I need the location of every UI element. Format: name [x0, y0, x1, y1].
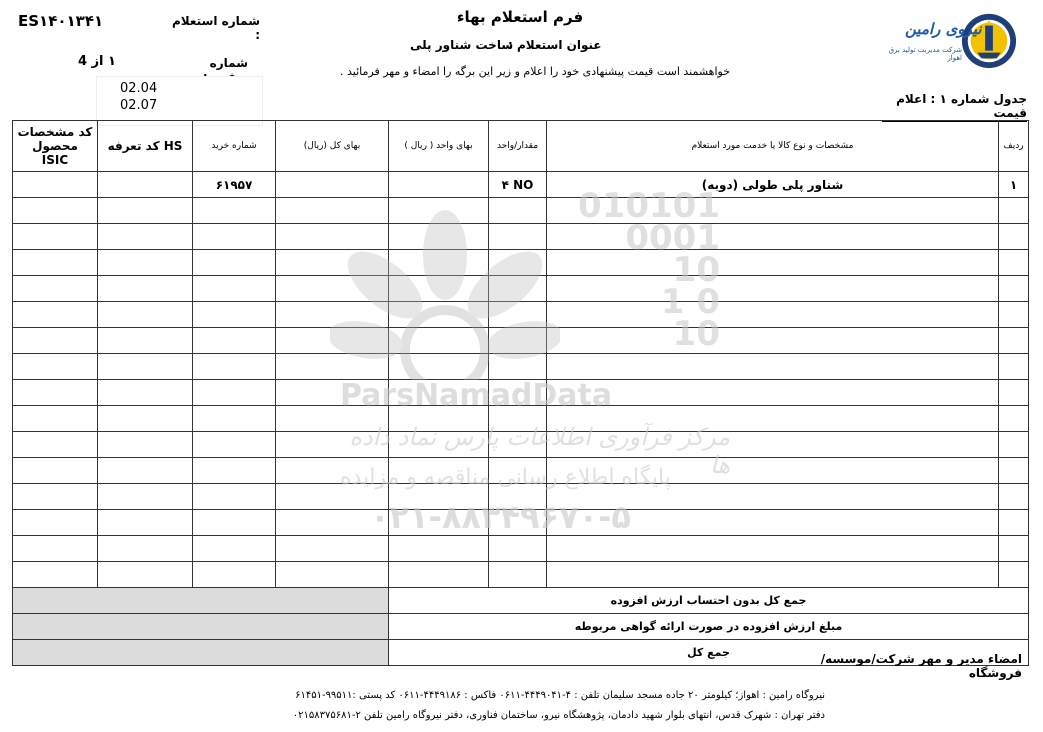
table-cell	[276, 510, 389, 536]
table-cell	[98, 484, 193, 510]
table-cell	[547, 250, 999, 276]
summary-row-vat	[13, 614, 1029, 640]
table-row	[13, 484, 1029, 510]
signature-label: امضاء مدیر و مهر شرکت/موسسه/فروشگاه	[820, 652, 1022, 680]
header-description: مشخصات و نوع کالا یا خدمت مورد استعلام	[547, 121, 999, 172]
logo-subtitle: شرکت مدیریت تولید برق اهواز	[888, 46, 962, 62]
header-purchase-number: شماره خرید	[193, 121, 276, 172]
table-cell	[489, 510, 547, 536]
table-cell	[13, 432, 98, 458]
table-cell	[276, 328, 389, 354]
table-cell	[489, 328, 547, 354]
table-cell	[193, 562, 276, 588]
table-cell	[276, 484, 389, 510]
table-cell	[98, 302, 193, 328]
watermark-digit-line: 10	[672, 250, 720, 290]
table-cell	[547, 198, 999, 224]
table-row	[13, 458, 1029, 484]
form-title: فرم استعلام بهاء	[456, 8, 584, 26]
table-cell	[193, 224, 276, 250]
cell-row-number: ۱	[999, 172, 1029, 198]
table-row	[13, 354, 1029, 380]
watermark-line-2: پایگاه اطلاع رسانی مناقصه و مزایده	[340, 465, 671, 490]
table-cell	[276, 536, 389, 562]
inquiry-number-value: ES۱۴۰۱۳۴۱	[18, 12, 104, 30]
table-row	[13, 406, 1029, 432]
watermark-digit-line: 010101	[578, 186, 720, 226]
table-row	[13, 172, 1029, 198]
table-cell	[98, 250, 193, 276]
table-cell	[193, 276, 276, 302]
watermark-digit-line: 10	[672, 314, 720, 354]
table-cell	[13, 406, 98, 432]
table-cell	[276, 276, 389, 302]
table-row	[13, 302, 1029, 328]
table-cell	[489, 198, 547, 224]
header-isic-code: کد مشخصات محصول ISIC	[13, 121, 98, 172]
table-cell	[276, 224, 389, 250]
total-label: جمع کل	[389, 640, 1029, 666]
table-row	[13, 276, 1029, 302]
table-cell	[13, 198, 98, 224]
table-cell	[276, 380, 389, 406]
table-cell	[276, 562, 389, 588]
watermark-line-1: مرکز فرآوری اطلاعات پارس نماد داده ها	[349, 423, 730, 479]
table-cell	[389, 198, 489, 224]
table-cell	[999, 302, 1029, 328]
vat-label: مبلغ ارزش افزوده در صورت ارائه گواهی مربوطه	[389, 614, 1029, 640]
table-cell	[276, 250, 389, 276]
table-cell	[193, 406, 276, 432]
table-cell	[489, 458, 547, 484]
table-cell	[98, 276, 193, 302]
watermark-digit-line: 0001	[625, 218, 720, 258]
table-cell	[13, 484, 98, 510]
table-row	[13, 432, 1029, 458]
table-cell	[999, 562, 1029, 588]
table-cell	[98, 406, 193, 432]
table-cell	[13, 380, 98, 406]
cell-total-price	[276, 172, 389, 198]
table-cell	[13, 354, 98, 380]
table-cell	[489, 432, 547, 458]
cell-description: شناور پلی طولی (دوبه)	[547, 172, 999, 198]
watermark-latin: ParsNamadData	[340, 378, 613, 413]
table-cell	[999, 510, 1029, 536]
table-cell	[193, 536, 276, 562]
table-cell	[389, 484, 489, 510]
cell-unit-price	[389, 172, 489, 198]
table-cell	[389, 406, 489, 432]
table-cell	[547, 432, 999, 458]
table-cell	[13, 536, 98, 562]
table-cell	[999, 224, 1029, 250]
table-cell	[489, 354, 547, 380]
table-cell	[193, 432, 276, 458]
table-cell	[547, 406, 999, 432]
table-cell	[999, 354, 1029, 380]
table-cell	[389, 276, 489, 302]
table-cell	[489, 250, 547, 276]
address-line-2: دفتر تهران : شهرک قدس، انتهای بلوار شهید دادمان، پژوهشگاه نیرو، ساختمان فناوری، دفتر نیروگاه رامین تلفن ۲-۰۲۱۵۸۳۷۵۶۸۱	[292, 710, 825, 721]
table-cell	[276, 432, 389, 458]
cell-quantity: ۴ NO	[489, 172, 547, 198]
table-cell	[389, 536, 489, 562]
subject-label: عنوان استعلام :	[508, 38, 602, 52]
table-cell	[98, 562, 193, 588]
table-cell	[547, 276, 999, 302]
table-row	[13, 250, 1029, 276]
table-cell	[389, 224, 489, 250]
table-cell	[547, 562, 999, 588]
table-row	[13, 380, 1029, 406]
table-cell	[98, 510, 193, 536]
table-cell	[999, 406, 1029, 432]
table-row	[13, 224, 1029, 250]
table-cell	[999, 458, 1029, 484]
table-cell	[98, 354, 193, 380]
table-cell	[276, 302, 389, 328]
table-cell	[13, 562, 98, 588]
table-cell	[999, 250, 1029, 276]
table-caption: جدول شماره ۱ : اعلام قیمت	[882, 92, 1027, 122]
cell-hs-code	[98, 172, 193, 198]
table-cell	[98, 536, 193, 562]
logo-name: نیروی رامین	[905, 20, 982, 38]
table-cell	[193, 354, 276, 380]
table-cell	[276, 458, 389, 484]
subtotal-label: جمع کل بدون احتساب ارزش افزوده	[389, 588, 1029, 614]
table-cell	[193, 250, 276, 276]
watermark-digit-line: 1 0	[660, 282, 720, 322]
price-table	[12, 120, 1029, 666]
table-cell	[547, 536, 999, 562]
watermark-phone: ۰۲۱-۸۸۳۴۹۶۷۰-۵	[370, 498, 631, 536]
table-cell	[389, 510, 489, 536]
table-cell	[98, 328, 193, 354]
page-number-value: ۱ از 4	[78, 54, 116, 69]
instruction-text: خواهشمند است قیمت پیشنهادی خود را اعلام و زیر این برگه را امضاء و مهر فرمائید .	[339, 65, 730, 78]
table-cell	[547, 224, 999, 250]
table-cell	[13, 250, 98, 276]
table-row	[13, 198, 1029, 224]
table-cell	[389, 458, 489, 484]
table-cell	[547, 484, 999, 510]
table-cell	[489, 276, 547, 302]
table-cell	[13, 276, 98, 302]
table-cell	[547, 354, 999, 380]
table-cell	[999, 536, 1029, 562]
address-line-1: نیروگاه رامین : اهواز؛ کیلومتر ۲۰ جاده مسجد سلیمان تلفن : ۴-۴۴۴۹۰۴۱-۰۶۱۱ فاکس : ۴۴۴۹۱۸۶-۰۶۱۱ کد پستی :۹۹۵۱۱-۶۱۴۵۱	[295, 690, 825, 701]
table-cell	[193, 484, 276, 510]
table-cell	[13, 458, 98, 484]
table-cell	[193, 198, 276, 224]
header-total-price: بهای کل (ریال)	[276, 121, 389, 172]
table-cell	[489, 484, 547, 510]
table-cell	[999, 380, 1029, 406]
table-cell	[13, 224, 98, 250]
table-cell	[389, 328, 489, 354]
table-row	[13, 510, 1029, 536]
table-cell	[13, 328, 98, 354]
table-row	[13, 328, 1029, 354]
table-cell	[276, 198, 389, 224]
table-cell	[276, 406, 389, 432]
table-cell	[389, 380, 489, 406]
table-cell	[13, 302, 98, 328]
header-quantity: مقدار/واحد	[489, 121, 547, 172]
table-cell	[389, 432, 489, 458]
table-cell	[999, 484, 1029, 510]
subject-value: ساخت شناور پلی	[410, 38, 514, 52]
table-cell	[193, 458, 276, 484]
table-cell	[999, 276, 1029, 302]
table-cell	[999, 198, 1029, 224]
table-cell	[489, 562, 547, 588]
table-row	[13, 562, 1029, 588]
table-row	[13, 536, 1029, 562]
cell-purchase-number: ۶۱۹۵۷	[193, 172, 276, 198]
cell-isic-code	[13, 172, 98, 198]
table-cell	[547, 328, 999, 354]
table-cell	[999, 328, 1029, 354]
table-cell	[193, 380, 276, 406]
table-cell	[276, 354, 389, 380]
code-label: 02.04	[120, 81, 158, 96]
table-cell	[489, 302, 547, 328]
table-cell	[547, 302, 999, 328]
page-number-label: شماره	[209, 56, 248, 70]
summary-row-subtotal	[13, 588, 1029, 614]
table-cell	[389, 250, 489, 276]
table-header-row	[13, 121, 1029, 172]
table-cell	[999, 432, 1029, 458]
inquiry-number-label: شماره استعلام :	[171, 14, 260, 42]
table-cell	[98, 198, 193, 224]
table-cell	[193, 328, 276, 354]
table-cell	[389, 562, 489, 588]
table-cell	[547, 510, 999, 536]
table-cell	[489, 536, 547, 562]
code-label: 02.07	[120, 98, 158, 113]
header-unit-price: بهای واحد ( ریال )	[389, 121, 489, 172]
table-cell	[193, 302, 276, 328]
table-cell	[489, 406, 547, 432]
table-cell	[547, 380, 999, 406]
table-cell	[98, 224, 193, 250]
header-row-number: ردیف	[999, 121, 1029, 172]
table-cell	[389, 354, 489, 380]
table-cell	[547, 458, 999, 484]
table-cell	[389, 302, 489, 328]
table-cell	[98, 432, 193, 458]
table-cell	[13, 510, 98, 536]
table-cell	[98, 458, 193, 484]
header-hs-code: کد تعرفه HS	[98, 121, 193, 172]
table-cell	[98, 380, 193, 406]
table-cell	[489, 224, 547, 250]
table-cell	[489, 380, 547, 406]
table-cell	[193, 510, 276, 536]
